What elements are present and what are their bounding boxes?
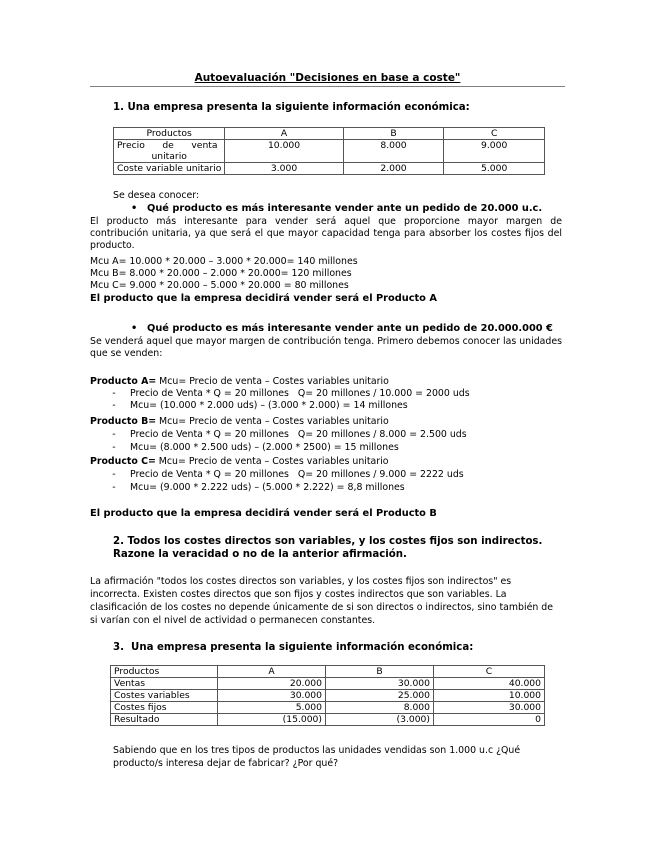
table-header-cell: C xyxy=(434,666,545,678)
table-cell: 30.000 xyxy=(434,702,545,714)
table-cell: 5.000 xyxy=(218,702,326,714)
calc-text: Mcu= (9.000 * 2.222 uds) – (5.000 * 2.222) = 8,8 millones xyxy=(130,482,405,493)
table-header-cell: C xyxy=(444,128,545,140)
dash-icon: - xyxy=(112,429,116,440)
product-label: Producto C= xyxy=(90,456,156,467)
q1-bullet-1-paragraph: El producto más interesante para vender será aquel que proporcione mayor margen de contribución unitaria, ya que será el que mayor capacidad tenga para absorber los costes fijos del producto. xyxy=(90,216,562,252)
table-header-cell: A xyxy=(225,128,343,140)
dash-icon: - xyxy=(112,469,116,480)
table-row-label: Ventas xyxy=(111,678,218,690)
q1-bullet-1 xyxy=(131,203,542,215)
row-label-line: Precio de venta xyxy=(117,140,218,151)
calc-line: Mcu C= 9.000 * 20.000 – 5.000 * 20.000 = 80 millones xyxy=(90,280,349,291)
calc-item xyxy=(98,469,464,481)
q1-intro: Se desea conocer: xyxy=(113,190,200,201)
q3-heading: 3. Una empresa presenta la siguiente información económica: xyxy=(113,642,474,653)
product-label: Producto A= xyxy=(90,376,157,387)
formula-text: Mcu= Precio de venta – Costes variables unitario xyxy=(156,416,389,427)
table-row-label: Costes fijos xyxy=(111,702,218,714)
calc-text: Mcu= (8.000 * 2.500 uds) – (2.000 * 2500) = 15 millones xyxy=(130,442,399,453)
table-cell: 3.000 xyxy=(225,163,343,175)
dash-icon: - xyxy=(112,388,116,399)
formula-text: Mcu= Precio de venta – Costes variables unitario xyxy=(156,376,389,387)
product-c-formula xyxy=(90,456,388,468)
bullet-text: Qué producto es más interesante vender ante un pedido de 20.000.000 € xyxy=(147,323,553,334)
table-cell: 20.000 xyxy=(218,678,326,690)
title-divider xyxy=(90,86,565,87)
table-row xyxy=(111,714,545,726)
table-row-label: Costes variables xyxy=(111,690,218,702)
calc-item xyxy=(98,388,470,400)
q1-bullet-2 xyxy=(131,323,553,335)
product-b-formula xyxy=(90,416,389,428)
table-cell: 25.000 xyxy=(326,690,434,702)
table-cell: 8.000 xyxy=(343,140,444,163)
table-row xyxy=(114,163,545,175)
calc-item xyxy=(98,482,405,494)
bullet-icon: • xyxy=(131,203,138,214)
row-label-line: unitario xyxy=(151,151,187,162)
q2-heading-line-1: 2. Todos los costes directos son variables, y los costes fijos son indirectos. xyxy=(113,536,543,547)
calc-item xyxy=(98,442,399,454)
table-cell: 5.000 xyxy=(444,163,545,175)
table-cell: 30.000 xyxy=(218,690,326,702)
calc-text: Precio de Venta * Q = 20 millones Q= 20 millones / 10.000 = 2000 uds xyxy=(130,388,470,399)
table-row xyxy=(111,702,545,714)
q2-answer-line: incorrecta. Existen costes directos que son fijos y costes indirectos que son variables. La xyxy=(90,589,507,600)
product-a-formula xyxy=(90,376,389,388)
table-cell: 0 xyxy=(434,714,545,726)
table-row xyxy=(111,690,545,702)
table-cell: 10.000 xyxy=(225,140,343,163)
table-row-label: Coste variable unitario xyxy=(114,163,225,175)
table-cell: (3.000) xyxy=(326,714,434,726)
calc-item xyxy=(98,429,467,441)
q1-bullet-2-conclusion: El producto que la empresa decidirá vender será el Producto B xyxy=(90,508,437,519)
table-cell: 9.000 xyxy=(444,140,545,163)
q3-question-line: producto/s interesa dejar de fabricar? ¿Por qué? xyxy=(113,758,339,769)
table-header-row xyxy=(111,666,545,678)
table-cell: 10.000 xyxy=(434,690,545,702)
table-cell: 2.000 xyxy=(343,163,444,175)
q2-answer-line: La afirmación "todos los costes directos son variables, y los costes fijos son indirectos" es xyxy=(90,576,512,587)
calc-item xyxy=(98,400,408,412)
calc-line: Mcu A= 10.000 * 20.000 – 3.000 * 20.000= 140 millones xyxy=(90,256,358,267)
table-cell: 8.000 xyxy=(326,702,434,714)
dash-icon: - xyxy=(112,442,116,453)
calc-line: Mcu B= 8.000 * 20.000 – 2.000 * 20.000= 120 millones xyxy=(90,268,352,279)
formula-text: Mcu= Precio de venta – Costes variables unitario xyxy=(155,456,389,467)
document-title: Autoevaluación "Decisiones en base a coste" xyxy=(194,72,461,84)
dash-icon: - xyxy=(112,482,116,493)
bullet-text: Qué producto es más interesante vender ante un pedido de 20.000 u.c. xyxy=(147,203,543,214)
product-label: Producto B= xyxy=(90,416,157,427)
table-header-cell: B xyxy=(343,128,444,140)
table-row-label xyxy=(114,140,225,163)
q1-table xyxy=(113,127,545,175)
q2-answer-line: clasificación de los costes no depende únicamente de si son directos o indirectos, sino también de xyxy=(90,602,554,613)
calc-text: Precio de Venta * Q = 20 millones Q= 20 millones / 8.000 = 2.500 uds xyxy=(130,429,467,440)
q3-question-line: Sabiendo que en los tres tipos de productos las unidades vendidas son 1.000 u.c ¿Qué xyxy=(113,745,521,756)
table-row-label: Resultado xyxy=(111,714,218,726)
table-cell: (15.000) xyxy=(218,714,326,726)
table-cell: 30.000 xyxy=(326,678,434,690)
q1-bullet-1-conclusion: El producto que la empresa decidirá vender será el Producto A xyxy=(90,293,437,304)
table-header-cell: A xyxy=(218,666,326,678)
q2-heading-line-2: Razone la veracidad o no de la anterior afirmación. xyxy=(113,549,407,560)
table-header-cell: Productos xyxy=(114,128,225,140)
q1-heading: 1. Una empresa presenta la siguiente información económica: xyxy=(113,102,470,113)
table-row xyxy=(111,678,545,690)
calc-text: Mcu= (10.000 * 2.000 uds) – (3.000 * 2.000) = 14 millones xyxy=(130,400,408,411)
calc-text: Precio de Venta * Q = 20 millones Q= 20 millones / 9.000 = 2222 uds xyxy=(130,469,464,480)
bullet-icon: • xyxy=(131,323,138,334)
table-cell: 40.000 xyxy=(434,678,545,690)
dash-icon: - xyxy=(112,400,116,411)
table-header-cell: Productos xyxy=(111,666,218,678)
q3-table xyxy=(110,665,545,726)
table-header-row xyxy=(114,128,545,140)
table-header-cell: B xyxy=(326,666,434,678)
q1-bullet-2-paragraph: Se venderá aquel que mayor margen de contribución tenga. Primero debemos conocer las unidades que se venden: xyxy=(90,336,562,360)
table-row xyxy=(114,140,545,163)
q2-answer-line: si varían con el nivel de actividad o permanecen constantes. xyxy=(90,615,376,626)
